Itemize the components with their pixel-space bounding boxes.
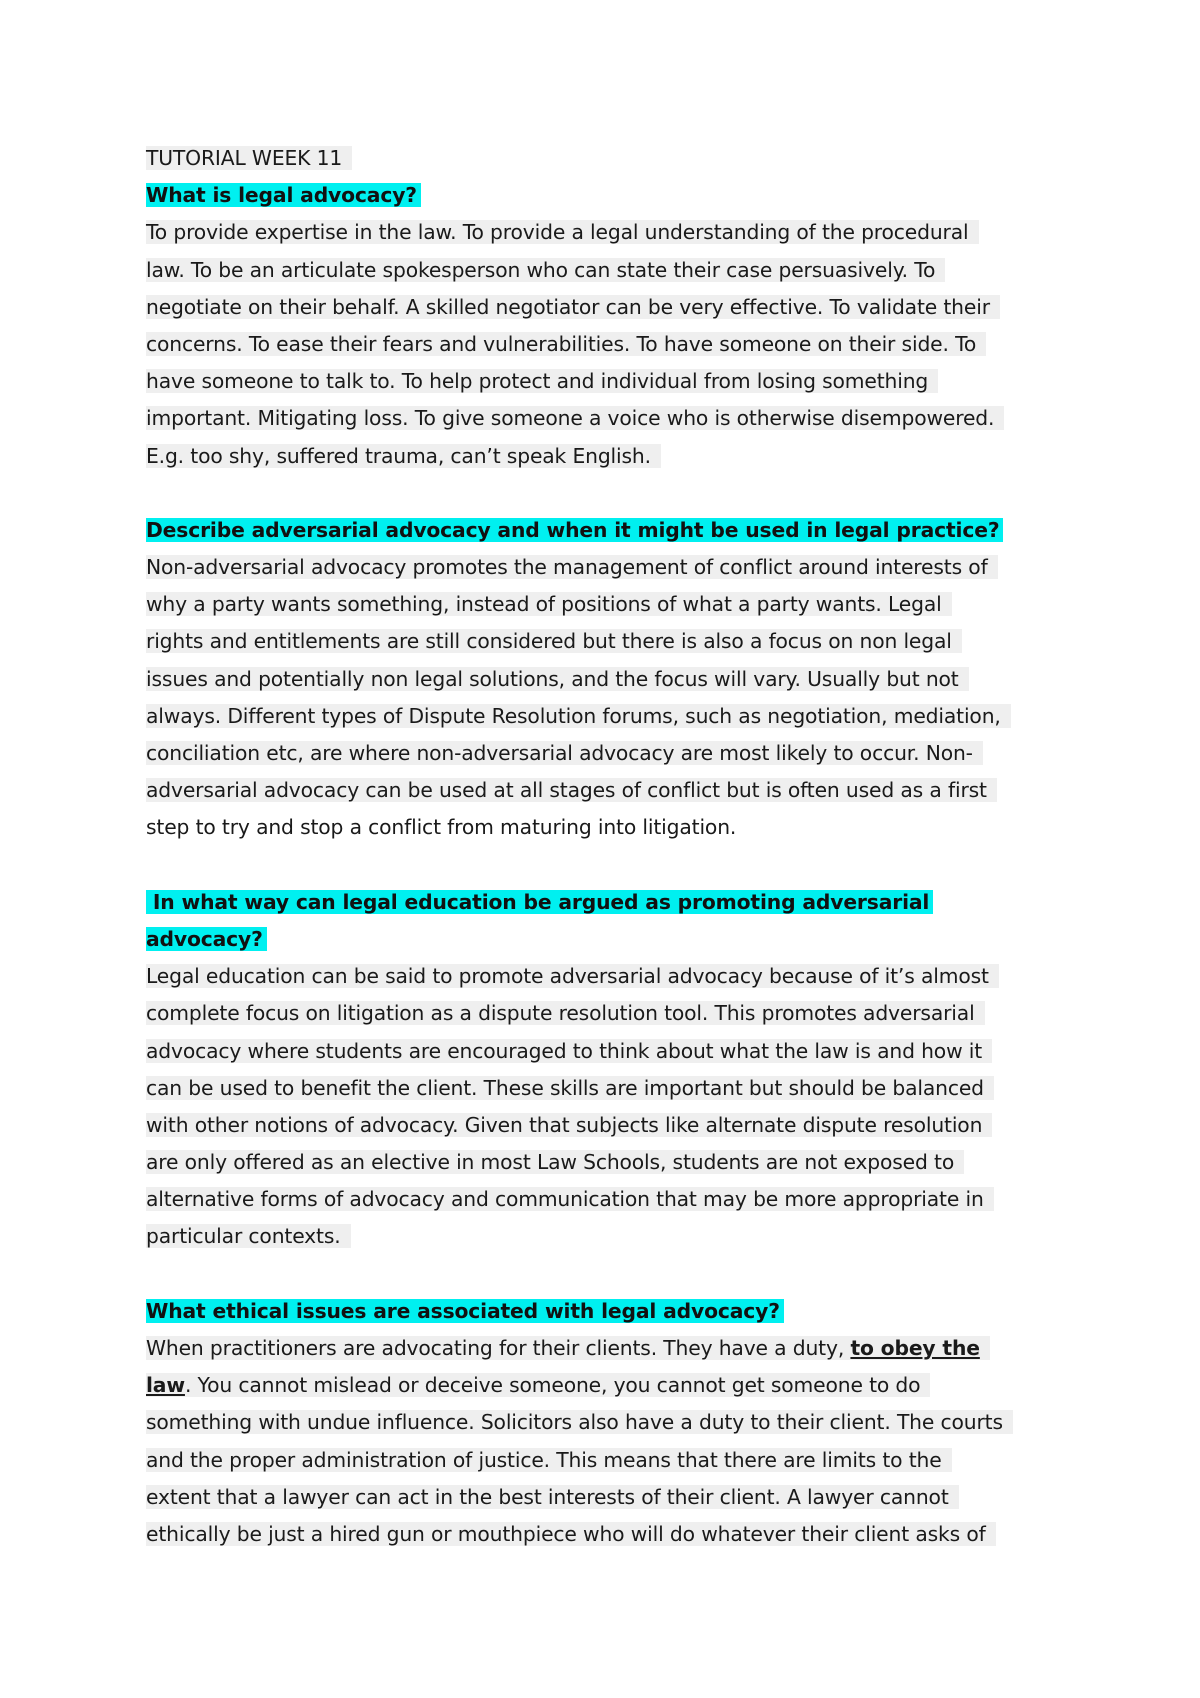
body-text: Legal education can be said to promote adversarial advocacy because of it’s almost: [146, 964, 999, 988]
body-text: always. Different types of Dispute Resolution forums, such as negotiation, mediation,: [146, 704, 1011, 728]
body-line: [146, 623, 1076, 660]
body-line: [146, 1218, 1076, 1255]
body-line: [146, 735, 1076, 772]
body-line: [146, 1144, 1076, 1181]
body-text: complete focus on litigation as a dispute resolution tool. This promotes adversarial: [146, 1001, 985, 1025]
body-line: [146, 1330, 1076, 1367]
body-line: [146, 549, 1076, 586]
body-text: extent that a lawyer can act in the best interests of their client. A lawyer cannot: [146, 1485, 959, 1509]
body-line: [146, 1070, 1076, 1107]
body-line: [146, 1107, 1076, 1144]
body-text: [146, 1373, 930, 1397]
body-text: law. To be an articulate spokesperson who can state their case persuasively. To: [146, 258, 945, 282]
body-text: can be used to benefit the client. These skills are important but should be balanced: [146, 1076, 994, 1100]
body-text: negotiate on their behalf. A skilled negotiator can be very effective. To validate their: [146, 295, 1000, 319]
section-1: [146, 177, 1076, 475]
body-line: [146, 1181, 1076, 1218]
body-text: advocacy where students are encouraged to think about what the law is and how it: [146, 1039, 992, 1063]
body-text: particular contexts.: [146, 1224, 351, 1248]
body-line: [146, 995, 1076, 1032]
document-title: TUTORIAL WEEK 11: [146, 146, 352, 170]
body-line: [146, 586, 1076, 623]
body-line: [146, 363, 1076, 400]
body-text: alternative forms of advocacy and communication that may be more appropriate in: [146, 1187, 994, 1211]
body-line: [146, 1479, 1076, 1516]
body-line: [146, 772, 1076, 809]
section-heading: What ethical issues are associated with legal advocacy?: [146, 1299, 784, 1323]
body-line: [146, 809, 1076, 846]
section-4: [146, 1293, 1076, 1553]
section-heading: Describe adversarial advocacy and when it might be used in legal practice?: [146, 518, 1003, 542]
paragraph-gap: [146, 475, 1076, 512]
body-text: [146, 1336, 990, 1360]
body-text: important. Mitigating loss. To give someone a voice who is otherwise disempowered.: [146, 406, 1004, 430]
body-line: [146, 252, 1076, 289]
body-line: [146, 958, 1076, 995]
paragraph-gap: [146, 847, 1076, 884]
section-heading-line: [146, 884, 1076, 921]
body-text: concerns. To ease their fears and vulnerabilities. To have someone on their side. To: [146, 332, 986, 356]
body-text: why a party wants something, instead of positions of what a party wants. Legal: [146, 592, 952, 616]
body-line: [146, 1404, 1076, 1441]
body-text: are only offered as an elective in most Law Schools, students are not exposed to: [146, 1150, 964, 1174]
paragraph-gap: [146, 1256, 1076, 1293]
body-text: something with undue influence. Solicitors also have a duty to their client. The courts: [146, 1410, 1013, 1434]
document-page: [146, 140, 1076, 1553]
body-text: conciliation etc, are where non-adversarial advocacy are most likely to occur. Non-: [146, 741, 983, 765]
section-heading: advocacy?: [146, 927, 267, 951]
body-line: [146, 326, 1076, 363]
section-heading: In what way can legal education be argued as promoting adversarial: [146, 890, 933, 914]
body-line: [146, 214, 1076, 251]
body-text: To provide expertise in the law. To provide a legal understanding of the procedural: [146, 220, 979, 244]
section-heading-line: [146, 512, 1076, 549]
body-line: [146, 1033, 1076, 1070]
body-line: [146, 400, 1076, 437]
body-line: [146, 1516, 1076, 1553]
body-text: rights and entitlements are still considered but there is also a focus on non legal: [146, 629, 962, 653]
section-2: [146, 512, 1076, 847]
section-heading-line: [146, 1293, 1076, 1330]
body-text: E.g. too shy, suffered trauma, can’t speak English.: [146, 444, 661, 468]
body-text: step to try and stop a conflict from maturing into litigation.: [146, 815, 737, 840]
body-text: have someone to talk to. To help protect and individual from losing something: [146, 369, 938, 393]
body-text: Non-adversarial advocacy promotes the management of conflict around interests of: [146, 555, 998, 579]
section-3: [146, 884, 1076, 1256]
body-text: adversarial advocacy can be used at all stages of conflict but is often used as a first: [146, 778, 997, 802]
body-text: with other notions of advocacy. Given that subjects like alternate dispute resolution: [146, 1113, 992, 1137]
body-text: issues and potentially non legal solutions, and the focus will vary. Usually but not: [146, 667, 969, 691]
body-line: [146, 1367, 1076, 1404]
section-heading-line: [146, 921, 1076, 958]
underlined-emphasis: law: [146, 1373, 185, 1398]
body-text: ethically be just a hired gun or mouthpiece who will do whatever their client asks of: [146, 1522, 996, 1546]
document-title-line: [146, 140, 1076, 177]
body-line: [146, 1442, 1076, 1479]
body-line: [146, 661, 1076, 698]
body-line: [146, 438, 1076, 475]
underlined-emphasis: to obey the: [850, 1336, 980, 1360]
body-text-segment: . You cannot mislead or deceive someone, you cannot get someone to do: [184, 1373, 921, 1398]
body-line: [146, 289, 1076, 326]
section-heading: What is legal advocacy?: [146, 183, 421, 207]
body-line: [146, 698, 1076, 735]
body-text: and the proper administration of justice. This means that there are limits to the: [146, 1448, 952, 1472]
section-heading-line: [146, 177, 1076, 214]
body-text-segment: When practitioners are advocating for their clients. They have a duty,: [146, 1336, 851, 1360]
